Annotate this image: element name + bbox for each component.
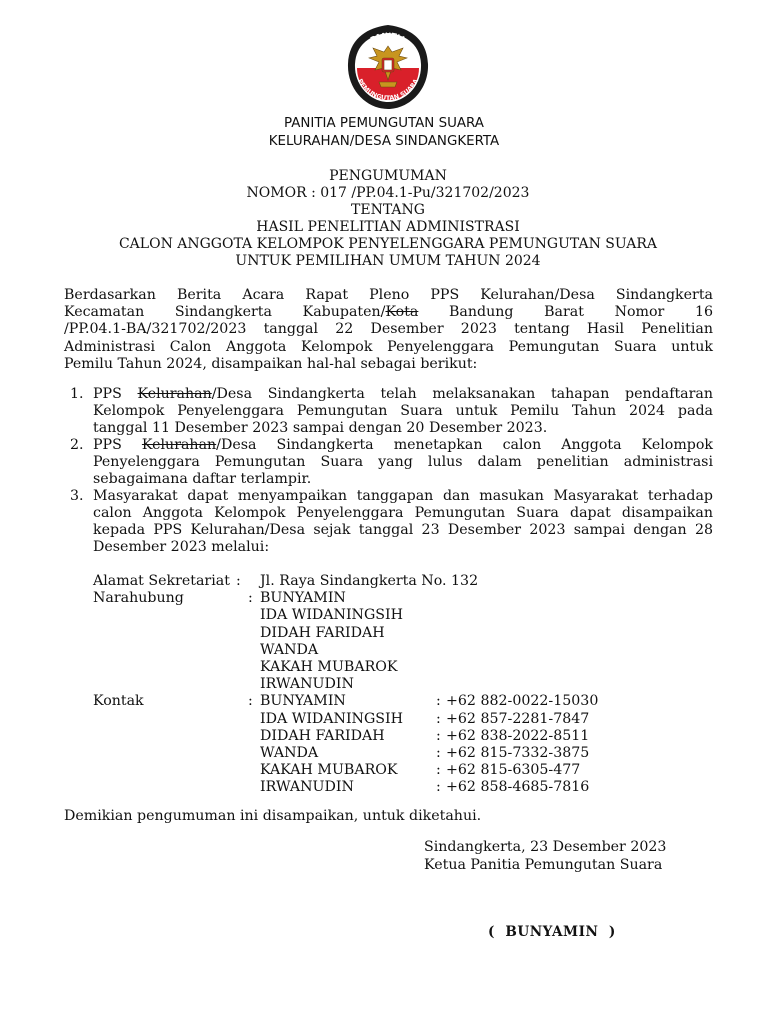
- list-item: [64, 386, 713, 437]
- contact-phone: +62 858-4685-7816: [446, 779, 590, 796]
- list-line: Masyarakat dapat menyampaikan tanggapan dan masukan Masyarakat terhadap: [93, 488, 713, 504]
- intro-line: Administrasi Calon Anggota Kelompok Penyelenggara Pemungutan Suara untuk: [64, 338, 713, 355]
- heading-subject-2: CALON ANGGOTA KELOMPOK PENYELENGGARA PEMUNGUTAN SUARA: [118, 236, 658, 252]
- list-line: Penyelenggara Pemungutan Suara yang lulus dalam penelitian administrasi: [93, 454, 713, 470]
- contact-phone: +62 857-2281-7847: [446, 710, 590, 727]
- org-unit: KELURAHAN/DESA SINDANGKERTA: [268, 134, 500, 149]
- contact-name: WANDA: [260, 744, 319, 761]
- intro-line: Pemilu Tahun 2024, disampaikan hal-hal sebagai berikut:: [64, 355, 478, 372]
- list-line: kepada PPS Kelurahan/Desa sejak tanggal 23 Desember 2023 sampai dengan 28: [93, 522, 713, 538]
- contact-phone: +62 838-2022-8511: [446, 727, 590, 744]
- list-line: Kelompok Penyelenggara Pemungutan Suara untuk Pemilu Tahun 2024 pada: [93, 403, 713, 419]
- intro-line: Kecamatan Sindangkerta Kabupaten/Kota Bandung Barat Nomor 16: [64, 304, 713, 321]
- contact-person-name: BUNYAMIN: [260, 590, 346, 607]
- list-line: Desember 2023 melalui:: [93, 539, 270, 555]
- signer-name: ( BUNYAMIN ): [488, 924, 616, 940]
- signature-position: Ketua Panitia Pemungutan Suara: [424, 857, 663, 873]
- list-line: calon Anggota Kelompok Penyelenggara Pemungutan Suara dapat disampaikan: [93, 505, 713, 521]
- address-value: Jl. Raya Sindangkerta No. 132: [260, 573, 479, 589]
- closing-statement: Demikian pengumuman ini disampaikan, untuk diketahui.: [64, 808, 482, 824]
- list-number: 3.: [70, 488, 84, 504]
- signature-place-date: Sindangkerta, 23 Desember 2023: [424, 839, 667, 855]
- heading-number: NOMOR : 017 /PP.04.1-Pu/321702/2023: [246, 185, 530, 201]
- heading-about: TENTANG: [351, 202, 425, 218]
- contact-name: IDA WIDANINGSIH: [260, 710, 404, 727]
- logo-arc-top-text: PANITIA: [368, 30, 408, 45]
- announcement-heading: [0, 168, 768, 270]
- contact-person-name: IDA WIDANINGSIH: [260, 607, 404, 624]
- contact-name: DIDAH FARIDAH: [260, 727, 385, 744]
- contact-person-name: KAKAH MUBAROK: [260, 658, 398, 675]
- struck-text: Kota: [385, 304, 419, 321]
- intro-line: Berdasarkan Berita Acara Rapat Pleno PPS Kelurahan/Desa Sindangkerta: [64, 287, 713, 303]
- intro-paragraph: [64, 287, 713, 373]
- struck-text: Kelurahan: [141, 437, 217, 453]
- contact-phone: +62 815-6305-477: [446, 762, 581, 779]
- contact-phone: +62 815-7332-3875: [446, 744, 590, 761]
- contact-name: BUNYAMIN: [260, 693, 346, 710]
- list-line: PPS Kelurahan/Desa Sindangkerta menetapkan calon Anggota Kelompok: [93, 437, 714, 453]
- contact-name: KAKAH MUBAROK: [260, 762, 398, 779]
- heading-subject-3: UNTUK PEMILIHAN UMUM TAHUN 2024: [235, 253, 541, 269]
- org-name: PANITIA PEMUNGUTAN SUARA: [284, 116, 484, 131]
- contact-person-name: DIDAH FARIDAH: [260, 624, 385, 641]
- list-number: 1.: [70, 386, 84, 402]
- list-number: 2.: [70, 437, 84, 453]
- list-line: sebagaimana daftar terlampir.: [93, 471, 312, 487]
- list-line: tanggal 11 Desember 2023 sampai dengan 20 Desember 2023.: [93, 420, 548, 436]
- logo-arc-bottom-text: PEMUNGUTAN SUARA: [355, 77, 421, 103]
- intro-line: /PP.04.1-BA/321702/2023 tanggal 22 Desember 2023 tentang Hasil Penelitian: [64, 321, 713, 338]
- heading-title: PENGUMUMAN: [329, 168, 447, 184]
- kpu-panitia-logo: [345, 24, 431, 110]
- contact-person-label: Narahubung: [93, 590, 184, 607]
- contact-name: IRWANUDIN: [260, 779, 354, 796]
- signature-block: [424, 838, 666, 874]
- contact-person-name: WANDA: [260, 641, 319, 658]
- list-item: [64, 488, 713, 556]
- contact-label: Kontak: [93, 693, 144, 710]
- contact-person-name: IRWANUDIN: [260, 676, 354, 693]
- contact-phone: +62 882-0022-15030: [446, 693, 599, 710]
- list-line: PPS Kelurahan/Desa Sindangkerta telah melaksanakan tahapan pendaftaran: [93, 386, 713, 402]
- struck-text: Kelurahan: [137, 386, 212, 402]
- numbered-list: [64, 386, 713, 556]
- address-label: Alamat Sekretariat: [93, 573, 230, 589]
- list-item: [64, 437, 713, 488]
- heading-subject-1: HASIL PENELITIAN ADMINISTRASI: [256, 219, 520, 235]
